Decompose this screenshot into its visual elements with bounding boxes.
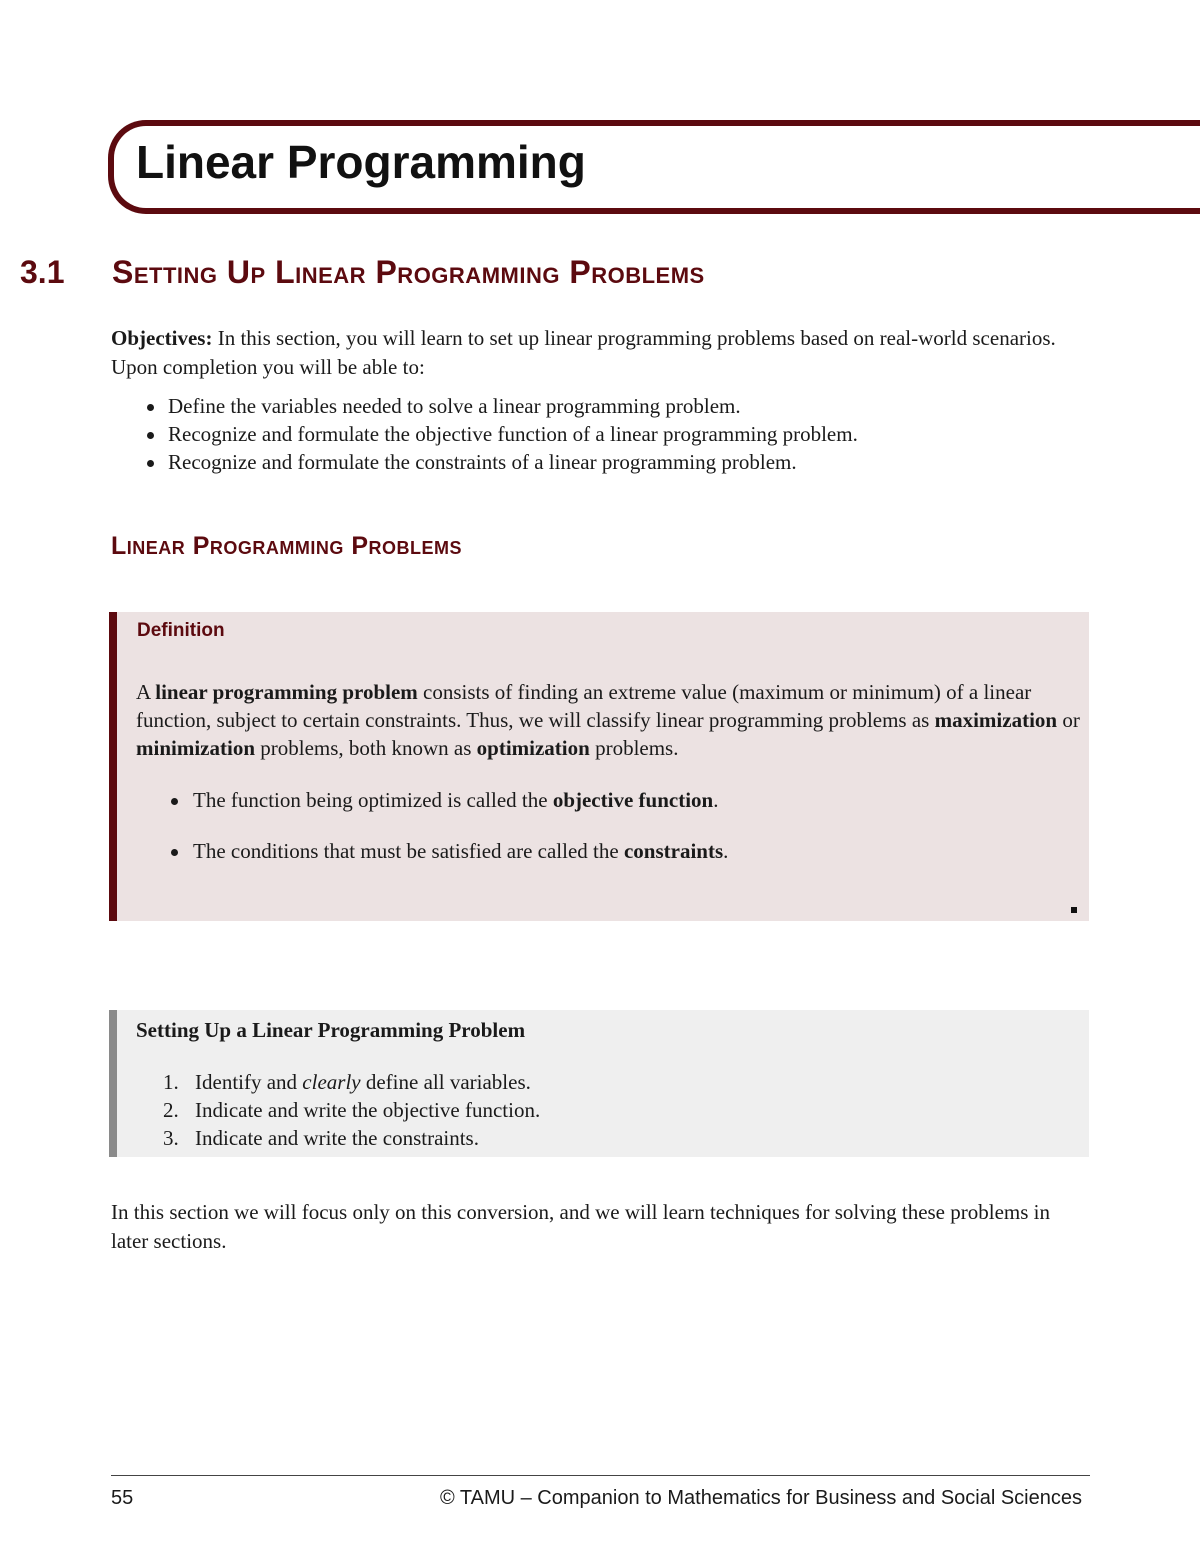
item-text: . [723, 839, 729, 863]
page-number: 55 [111, 1487, 134, 1509]
objectives-paragraph [111, 324, 1091, 382]
term-optimization: optimization [476, 736, 590, 760]
procedure-title: Setting Up a Linear Programming Problem [136, 1018, 526, 1042]
list-item [169, 837, 728, 865]
section-title: Setting Up Linear Programming Problems [112, 254, 705, 290]
list-item: Define the variables needed to solve a linear programming problem. [145, 392, 858, 420]
list-item: Recognize and formulate the constraints of a linear programming problem. [145, 448, 858, 476]
item-text: The conditions that must be satisfied are called the [193, 839, 624, 863]
section-heading [20, 252, 705, 296]
item-emphasis: clearly [302, 1070, 361, 1094]
item-number: 2. [163, 1098, 179, 1122]
term-objective-function: objective function [552, 788, 714, 812]
procedure-list [163, 1068, 540, 1152]
list-item [163, 1068, 540, 1096]
list-item [169, 786, 728, 814]
footer-rule [111, 1475, 1090, 1476]
item-text: . [713, 788, 719, 812]
term-minimization: minimization [136, 736, 255, 760]
item-text: The function being optimized is called the [193, 788, 553, 812]
objectives-list [145, 392, 858, 476]
term-constraints: constraints [623, 839, 724, 863]
definition-label: Definition [137, 620, 225, 641]
list-item [163, 1124, 540, 1152]
item-text: Identify and [195, 1070, 303, 1094]
list-item: Recognize and formulate the objective function of a linear programming problem. [145, 420, 858, 448]
objectives-label: Objectives: [111, 326, 213, 350]
term-maximization: maximization [934, 708, 1058, 732]
footer-credit: © TAMU – Companion to Mathematics for Business and Social Sciences [439, 1487, 1082, 1509]
end-of-definition-mark [1071, 907, 1077, 913]
definition-text-part: problems, both known as [255, 736, 477, 760]
definition-box [109, 612, 1089, 921]
definition-list [169, 786, 728, 888]
subsection-heading: Linear Programming Problems [111, 532, 463, 560]
section-number: 3.1 [20, 254, 65, 290]
definition-text-part: or [1057, 708, 1080, 732]
procedure-box [109, 1010, 1089, 1157]
item-text: Indicate and write the constraints. [195, 1126, 479, 1150]
definition-text-part: consists of finding an extreme value (maximum or minimum) of a linear function, subject to certain constraints. Thus, we will classify linear programming problems as [136, 680, 1032, 732]
list-item [163, 1096, 540, 1124]
item-text: define all variables. [360, 1070, 531, 1094]
term-linear-programming-problem: linear programming problem [155, 680, 418, 704]
objectives-text: In this section, you will learn to set up linear programming problems based on real-world scenarios. Upon completion you will be able to: [111, 326, 1056, 379]
item-text: Indicate and write the objective function. [195, 1098, 541, 1122]
definition-text-part: problems. [589, 736, 679, 760]
closing-paragraph: In this section we will focus only on this conversion, and we will learn techniques for solving these problems in later sections. [111, 1200, 1050, 1253]
definition-text-part: A [136, 680, 156, 704]
chapter-title: Linear Programming [136, 136, 586, 188]
definition-text [136, 678, 1091, 762]
item-number: 1. [163, 1070, 179, 1094]
item-number: 3. [163, 1126, 179, 1150]
